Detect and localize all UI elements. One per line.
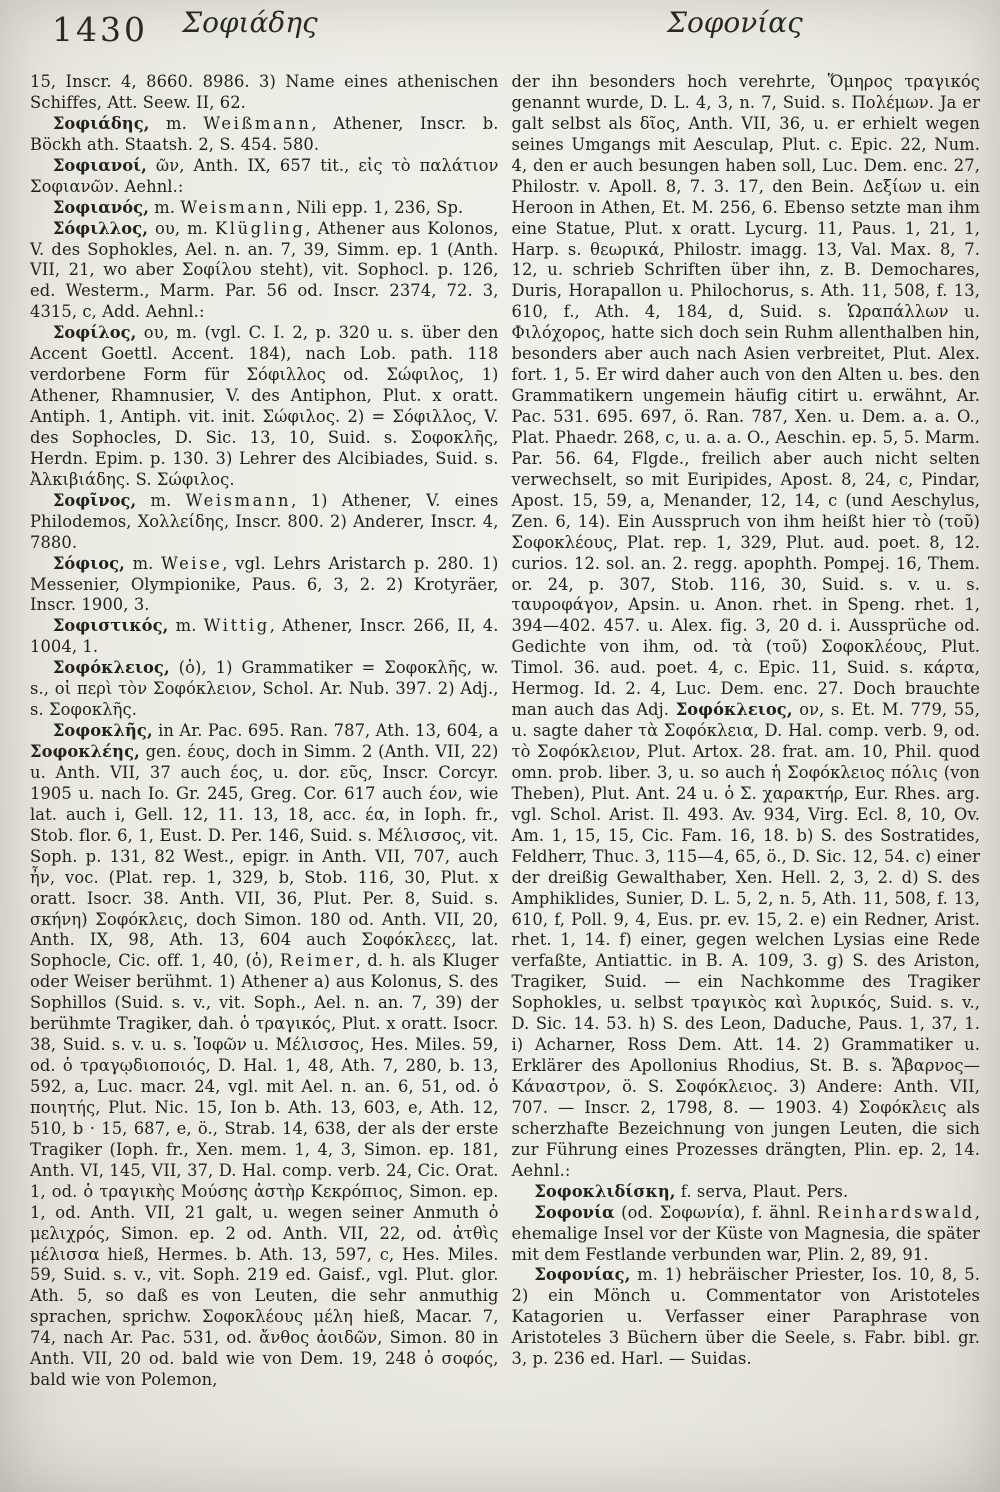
letterspaced-name: Wittig	[203, 616, 270, 636]
running-head-right: Σοφονίας	[667, 6, 803, 39]
entry-paragraph	[512, 72, 981, 1182]
entry-text: m.	[124, 553, 162, 573]
lemma-headword: Σοφιστικός,	[52, 616, 169, 636]
entry-paragraph	[30, 491, 499, 554]
entry-text: ον, s. Et. M. 779, 55, u. sagte daher τὰ Σοφόκλεια, D. Hal. comp. verb. 9, od. τὸ Σοφόκλειον, Plut. Artox. 28. frat. am. 10, Phil. quod omn. prob. liber. 3, u. so auch ἡ Σοφόκλειος πόλις (von Theben), Plut. Ant. 24 u. ὁ Σ. χαρακτήρ, Eur. Rhes. arg. vgl. Schol. Arist. Il. 493. Av. 934, Virg. Ecl. 8, 10, Ov. Am. 1, 15, 15, Cic. Fam. 16, 18. b) S. des Sostratides, Feldherr, Thuc. 3, 115—4, 65, ö., D. Sic. 12, 54. c) einer der dreißig Gewalthaber, Xen. Hell. 2, 3, 2. d) S. des Amphiklides, Sunier, D. L. 5, 2, n. 5, Ath. 11, 508, f. 13, 610, f, Poll. 9, 4, Eus. pr. ev. 15, 2. e) ein Redner, Arist. rhet. 1, 14. f) einer, gegen welchen Lysias eine Rede verfaßte, Antiattic. in B. A. 109, 3. g) S. des Ariston, Tragiker, Suid. — ein Nachkomme des Tragiker Sophokles, u. selbst τραγικὸς καὶ λυρικός, Suid. s. v., D. Sic. 14. 53. h) S. des Leon, Daduche, Paus. 1, 37, 1. i) Acharner, Ross Dem. Att. 14. 2) Grammatiker u. Erklärer des Apollonius Rhodius, St. B. s. Ἄβαρνος—Κάναστρον, ö. S. Σοφόκλειος. 3) Andere: Anth. VII, 707. — Inscr. 2, 1798, 8. — 1903. 4) Σοφόκλεις als scherzhafte Bezeichnung von jungen Leuten, die sich zur Führung eines Prozesses drängten, Plin. ep. 2, 14. Aehnl.:	[511, 700, 980, 1180]
lemma-headword: Σοφοκλέης,	[30, 742, 140, 761]
lemma-headword: Σόφιλλος,	[52, 218, 148, 238]
letterspaced-name: Klügling	[215, 218, 306, 238]
lemma-headword: Σοφῖνος,	[52, 490, 137, 510]
entry-text: m.	[136, 490, 186, 510]
entry-text: (od. Σοφωνία), f. ähnl.	[614, 1202, 818, 1222]
lemma-headword: Σοφοκλῆς,	[52, 721, 153, 741]
entry-paragraph	[30, 323, 499, 491]
entry-text: , ehemalige Insel vor der Küste von Magnesia, die später mit dem Festlande verbunden war, Plin. 2, 89, 91.	[511, 1202, 980, 1264]
entry-paragraph	[512, 1203, 981, 1266]
entry-text: m. 1) hebräischer Priester, Ios. 10, 8, 5. 2) ein Mönch u. Commentator von Aristoteles Katagorien u. Verfasser einer Paraphrase von Aristoteles 3 Büchern über die Seele, s. Fabr. bibl. gr. 3, p. 236 ed. Harl. — Suidas.	[511, 1265, 980, 1369]
letterspaced-name: Weißmann	[203, 113, 312, 133]
text-columns	[0, 64, 1000, 1391]
entry-text: , 1) Athener, V. eines Philodemos, Χολλείδης, Inscr. 800. 2) Anderer, Inscr. 4, 7880.	[30, 490, 499, 552]
entry-paragraph	[30, 198, 499, 219]
entry-text: ου, m.	[147, 218, 216, 238]
entry-paragraph	[30, 616, 499, 658]
lemma-headword: Σοφόκλειος,	[52, 658, 170, 678]
entry-text: , Athener, Inscr. b. Böckh ath. Staatsh. 2, S. 454. 580.	[30, 113, 499, 154]
letterspaced-name: Reinhardswald	[817, 1202, 975, 1222]
entry-paragraph	[30, 156, 499, 198]
page-number: 1430	[52, 10, 148, 49]
letterspaced-name: Weismann	[185, 490, 292, 510]
lemma-headword: Σοφόκλειος,	[675, 700, 793, 720]
entry-paragraph	[512, 1182, 981, 1203]
entry-text: , Nili epp. 1, 236, Sp.	[285, 197, 464, 217]
entry-paragraph	[30, 72, 499, 114]
entry-paragraph	[30, 658, 499, 721]
lemma-headword: Σοφιανός,	[52, 197, 149, 217]
lemma-headword: Σοφονία	[534, 1202, 615, 1222]
entry-text: , Athener aus Kolonos, V. des Sophokles, Ael. n. an. 7, 39, Simm. ep. 1 (Anth. VII, 21, wo aber Σοφίλου steht), vit. Sophocl. p. 126, ed. Westerm., Marm. Par. 56 od. Inscr. 2374, 72. 3, 4315, c, Add. Aehnl.:	[30, 218, 499, 322]
entry-text: ῶν, Anth. IX, 657 tit., εἰς τὸ παλάτιον Σοφιανῶν. Aehnl.:	[30, 155, 499, 196]
lemma-headword: Σοφοκλιδίσκη,	[534, 1181, 676, 1201]
left-column	[30, 72, 499, 1391]
letterspaced-name: Weise	[161, 553, 223, 573]
entry-text: in Ar. Pac. 695. Ran. 787, Ath. 13, 604, a	[152, 721, 499, 741]
entry-text: der ihn besonders hoch verehrte, Ὅμηρος τραγικός genannt wurde, D. L. 4, 3, n. 7, Suid. s. Πολέμων. Ja er galt selbst als δῖος, Anth. VII, 36, u. er erhielt wegen seines Umgangs mit Aesculap, Plut. c. Epic. 22, Num. 4, den er auch besungen haben soll, Luc. Dem. enc. 27, Philostr. v. Apoll. 8, 7. 3. 17, den Bein. Δεξίων u. ein Heroon in Athen, Et. M. 256, 6. Ebenso setzte man ihm eine Statue, Plut. x oratt. Lycurg. 11, Paus. 1, 21, 1, Harp. s. θεωρικά, Philostr. imagg. 13, Val. Max. 8, 7. 12, u. schrieb Schriften über ihn, z. B. Demochares, Duris, Horapallon u. Philochorus, s. Ath. 11, 508, f. 13, 610, f., Ath. 4, 184, d, Suid. s. Ὡραπάλλων u. Φιλόχορος, hatte sich doch sein Ruhm allenthalben hin, besonders aber auch nach Asien verbreitet, Plut. Alex. fort. 1, 5. Er wird daher auch von den Alten u. bes. den Grammatikern ungemein häufig citirt u. erwähnt, Ar. Pac. 531. 695. 697, ö. Ran. 787, Xen. u. Dem. a. a. O., Plat. Phaedr. 268, c, u. a. a. O., Aeschin. ep. 5, 5. Marm. Par. 56. 64, Flgde., freilich aber auch nicht selten verwechselt, so mit Euripides, Apost. 8, 24, c, Pindar, Apost. 15, 59, a, Menander, 12, 14, c (und Aeschylus, Zen. 6, 14). Ein Ausspruch von ihm heißt hier τὸ (τοῦ) Σοφοκλέους, Plat. rep. 1, 329, Plut. aud. poet. 8, 12. curios. 12. sol. an. 2. regg. apophth. Pompej. 16, Them. or. 24, p. 307, Stob. 116, 30, Suid. s. v. u. s. ταυροφάγον, Apsin. u. Anon. rhet. in Speng. rhet. 1, 394—402. 457. u. Alex. fig. 3, 20 d. i. Aussprüche od. Gedichte von ihm, od. τὰ (τοῦ) Σοφοκλέους, Plut. Timol. 36. aud. poet. 4, c. Epic. 11, Suid. s. κάρτα, Hermog. Id. 2. 4, Luc. Dem. enc. 27. Doch brauchte man auch das Adj.	[511, 72, 980, 720]
right-column	[512, 72, 981, 1391]
entry-text: m.	[148, 197, 181, 217]
entry-paragraph	[512, 1265, 981, 1370]
lemma-headword: Σοφιανοί,	[52, 155, 147, 175]
entry-text: f. serva, Plaut. Pers.	[675, 1181, 849, 1201]
entry-text: 15, Inscr. 4, 8660. 8986. 3) Name eines athenischen Schiffes, Att. Seew. II, 62.	[30, 72, 499, 112]
entry-text: ου, m. (vgl. C. I. 2, p. 320 u. s. über den Accent Goettl. Accent. 184), nach Lob. path. 118 verdorbene Form für Σόφιλλος od. Σώφιλος, 1) Athener, Rhamnusier, V. des Antiphon, Plut. x oratt. Antiph. 1, Antiph. vit. init. Σώφιλος. 2) = Σόφιλλος, V. des Sophocles, D. Sic. 13, 10, Suid. s. Σοφοκλῆς, Herdn. Epim. p. 130. 3) Lehrer des Alcibiades, Suid. s. Ἀλκιβιάδης. S. Σώφιλος.	[30, 323, 499, 489]
entry-text: m.	[168, 616, 204, 636]
entry-paragraph	[30, 721, 499, 1391]
letterspaced-name: Reimer	[280, 951, 356, 971]
entry-text: m.	[149, 113, 204, 133]
entry-paragraph	[30, 114, 499, 156]
running-head-left: Σοφιάδης	[182, 6, 318, 39]
letterspaced-name: Weismann	[180, 197, 286, 217]
lemma-headword: Σοφιάδης,	[52, 113, 150, 133]
lemma-headword: Σοφίλος,	[52, 323, 137, 343]
page-header	[0, 0, 1000, 64]
entry-text: , vgl. Lehrs Aristarch p. 280. 1) Messenier, Olympionike, Paus. 6, 3, 2. 2) Krotyräer, Inscr. 1900, 3.	[30, 553, 499, 615]
lemma-headword: Σόφιος,	[52, 553, 125, 573]
entry-text: (ὁ), 1) Grammatiker = Σοφοκλῆς, w. s., οἱ περὶ τὸν Σοφόκλειον, Schol. Ar. Nub. 397. 2) Adj., s. Σοφοκλῆς.	[30, 658, 499, 720]
entry-text: gen. έους, doch in Simm. 2 (Anth. VII, 22) u. Anth. VII, 37 auch έος, u. dor. εῦς, Inscr. Corcyr. 1905 u. nach Io. Gr. 245, Greg. Cor. 617 auch έον, wie lat. auch i, Gell. 12, 11. 13, 18, acc. έα, in Ioph. fr., Stob. flor. 6, 1, Eust. D. Per. 146, Suid. s. Μέλισσος, vit. Soph. p. 131, 82 West., epigr. in Anth. VII, 707, auch ἦν, voc. (Plat. rep. 1, 329, b, Stob. 116, 30, Plut. x oratt. Isocr. 38. Anth. VII, 36, Plut. Per. 8, Suid. s. σκήνη) Σοφόκλεις, doch Simon. 180 od. Anth. VII, 20, Anth. IX, 98, Ath. 13, 604 auch Σοφόκλεες, lat. Sophocle, Cic. off. 1, 40, (ὁ),	[30, 742, 499, 971]
entry-text: , Athener, Inscr. 266, II, 4. 1004, 1.	[30, 616, 499, 657]
entry-paragraph	[30, 219, 499, 324]
lemma-headword: Σοφονίας,	[534, 1265, 631, 1285]
entry-text: , d. h. als Kluger oder Weiser berühmt. 1) Athener a) aus Kolonus, S. des Sophillos (Suid. s. v., vit. Soph., Ael. n. an. 7, 39) der berühmte Tragiker, dah. ὁ τραγικός, Plut. x oratt. Isocr. 38, Suid. s. v. u. s. Ἰοφῶν u. Μέλισσος, Hes. Miles. 59, od. ὁ τραγῳδιοποιός, D. Hal. 1, 48, Ath. 7, 280, b. 13, 592, a, Luc. macr. 24, vgl. mit Ael. n. an. 6, 51, od. ὁ ποιητής, Plut. Nic. 15, Ion b. Ath. 13, 603, e, Ath. 12, 510, b · 15, 687, e, ö., Strab. 14, 638, der als der erste Tragiker (Ioph. fr., Xen. mem. 1, 4, 3, Simon. ep. 181, Anth. VI, 145, VII, 37, D. Hal. comp. verb. 24, Cic. Orat. 1, od. ὁ τραγικὴς Μούσης ἀστὴρ Κεκρόπιος, Simon. ep. 1, od. Anth. VII, 21 galt, u. wegen seiner Anmuth ὁ μελιχρός, Simon. ep. 2 od. Anth. VII, 22, od. ἀτθὶς μέλισσα hieß, Hermes. b. Ath. 13, 597, c, Hes. Miles. 59, Suid. s. v., vit. Soph. 219 ed. Gaisf., vgl. Plut. glor. Ath. 5, so daß es von Leuten, die sehr anmuthig sprachen, sprichw. Σοφοκλέους μέλη hieß, Macar. 7, 74, nach Ar. Pac. 531, od. ἄνθος ἀοιδῶν, Simon. 80 in Anth. VII, 20 od. bald wie von Dem. 19, 248 ὁ σοφός, bald wie von Polemon,	[30, 951, 499, 1390]
entry-paragraph	[30, 554, 499, 617]
